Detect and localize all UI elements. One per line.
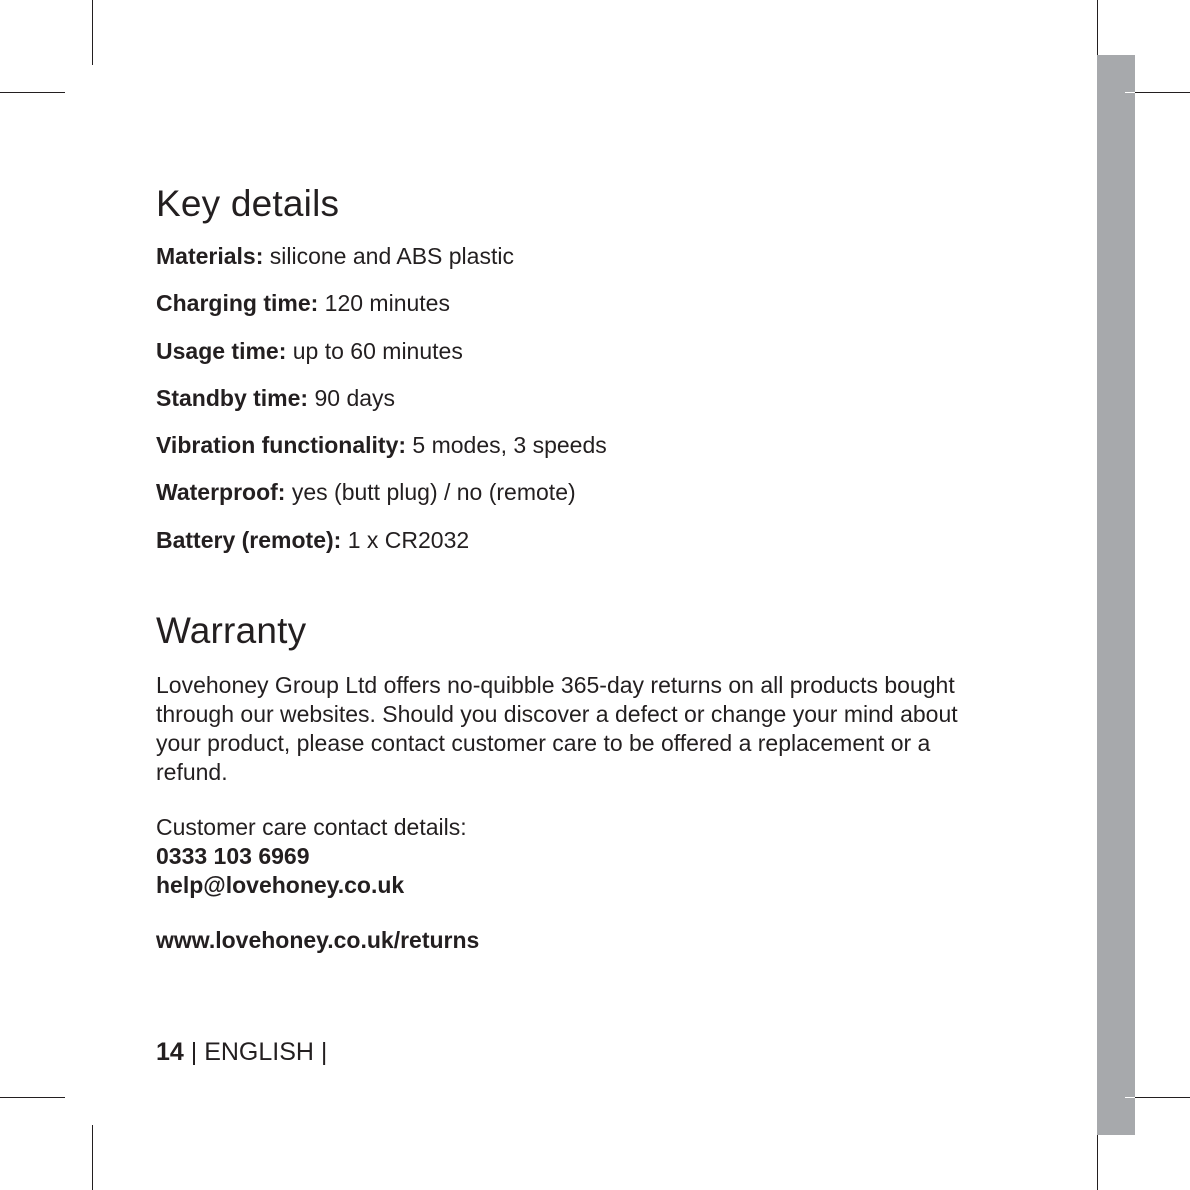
detail-label: Waterproof: bbox=[156, 479, 286, 506]
detail-row-waterproof bbox=[156, 478, 1036, 525]
detail-row-vibration bbox=[156, 431, 1036, 478]
detail-label: Standby time: bbox=[156, 384, 309, 411]
contact-label: Customer care contact details: bbox=[156, 814, 467, 841]
returns-website: www.lovehoney.co.uk/returns bbox=[156, 927, 480, 954]
page-footer bbox=[156, 1036, 327, 1068]
detail-value: yes (butt plug) / no (remote) bbox=[291, 479, 576, 506]
crop-mark-bottom-left-horizontal bbox=[0, 1097, 65, 1098]
detail-value: 5 modes, 3 speeds bbox=[412, 432, 607, 459]
footer-language: | ENGLISH | bbox=[190, 1038, 328, 1066]
warranty-body: Lovehoney Group Ltd offers no-quibble 365-day returns on all products bought through our websites. Should you discover a defect or change your mind about your product, please contact customer care to be offered a replacement or a refund. bbox=[156, 672, 958, 786]
detail-row-materials bbox=[156, 242, 1036, 289]
warranty-heading: Warranty bbox=[156, 610, 307, 652]
crop-mark-top-left-vertical bbox=[92, 0, 93, 65]
crop-mark-bottom-left-vertical bbox=[92, 1125, 93, 1190]
contact-email: help@lovehoney.co.uk bbox=[156, 872, 405, 899]
detail-label: Battery (remote): bbox=[156, 526, 342, 553]
contact-block bbox=[156, 813, 1036, 900]
detail-row-battery bbox=[156, 526, 1036, 573]
detail-value: up to 60 minutes bbox=[292, 337, 463, 364]
crop-mark-side-tab-top bbox=[1125, 92, 1135, 93]
detail-row-usage-time bbox=[156, 337, 1036, 384]
detail-value: 1 x CR2032 bbox=[347, 526, 470, 553]
key-details-list bbox=[156, 242, 1036, 573]
key-details-heading: Key details bbox=[156, 183, 340, 224]
page-number: 14 bbox=[156, 1038, 184, 1066]
detail-row-standby-time bbox=[156, 384, 1036, 431]
detail-value: 120 minutes bbox=[324, 290, 450, 317]
detail-value: silicone and ABS plastic bbox=[269, 243, 514, 269]
page-content bbox=[156, 180, 1036, 955]
side-tab bbox=[1097, 55, 1135, 1135]
crop-mark-top-left-horizontal bbox=[0, 92, 65, 93]
detail-value: 90 days bbox=[314, 384, 396, 411]
detail-row-charging-time bbox=[156, 289, 1036, 336]
contact-phone: 0333 103 6969 bbox=[156, 843, 310, 870]
detail-label: Usage time: bbox=[156, 337, 287, 364]
detail-label: Charging time: bbox=[156, 290, 319, 317]
crop-mark-side-tab-bottom bbox=[1125, 1097, 1135, 1098]
detail-label: Materials: bbox=[156, 243, 264, 269]
detail-label: Vibration functionality: bbox=[156, 432, 407, 459]
